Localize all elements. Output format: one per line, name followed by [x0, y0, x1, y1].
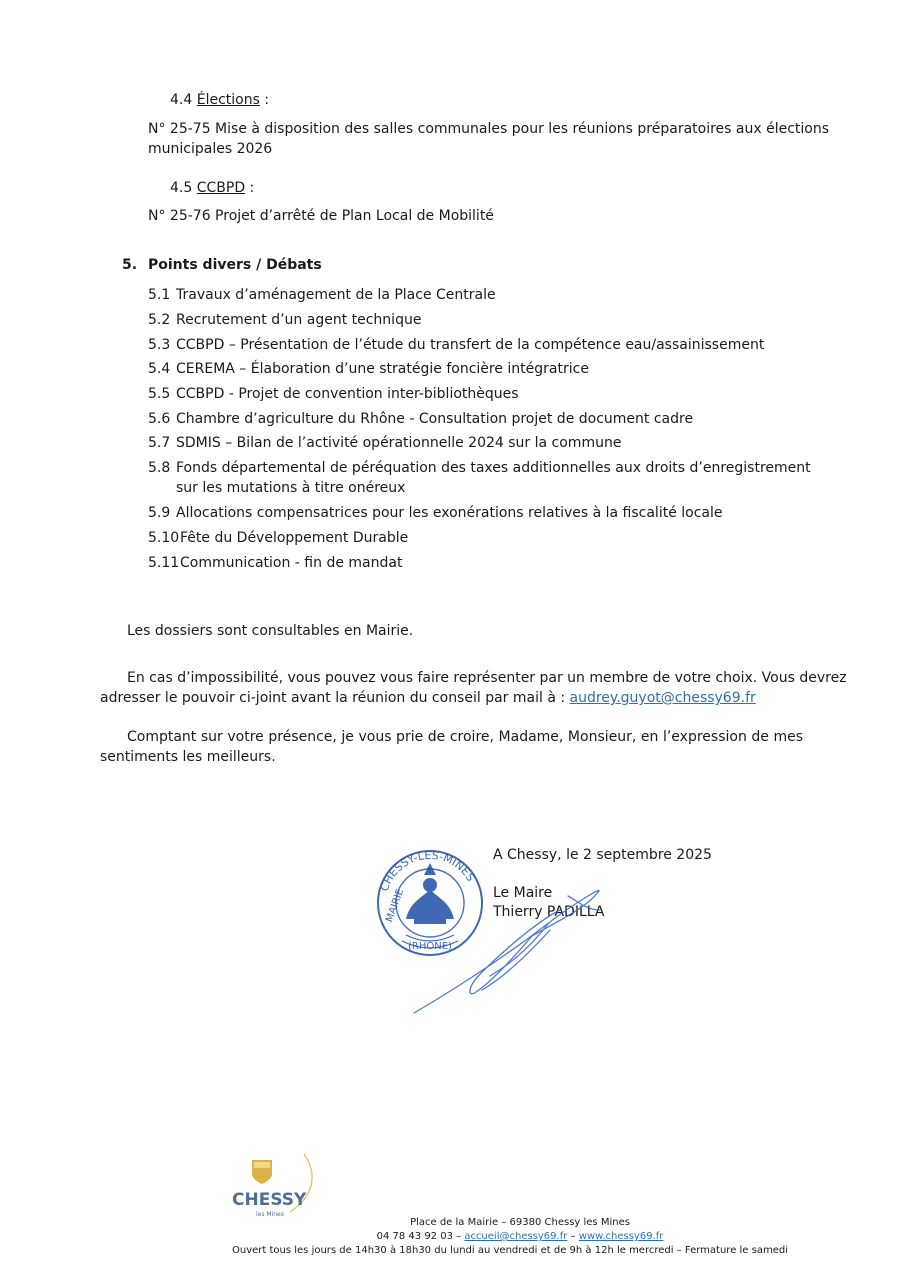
point-number: 5.8: [148, 460, 171, 476]
comptant-line-1: Comptant sur votre présence, je vous prie de croire, Madame, Monsieur, en l’expression de mes: [127, 729, 803, 745]
footer-contact: [150, 1230, 890, 1243]
point-text: Allocations compensatrices pour les exonérations relatives à la fiscalité locale: [176, 505, 723, 521]
place-date: A Chessy, le 2 septembre 2025: [493, 847, 712, 863]
footer-address: Place de la Mairie – 69380 Chessy les Mines: [410, 1217, 630, 1228]
point-number: 5.1: [148, 287, 171, 303]
section-title: Élections: [196, 92, 260, 108]
dossiers-text: Les dossiers sont consultables en Mairie.: [127, 623, 414, 639]
point-text: SDMIS – Bilan de l’activité opérationnelle 2024 sur la commune: [176, 435, 622, 451]
section-suffix: :: [245, 180, 255, 196]
seal-text-bottom: (RHONE): [408, 941, 452, 952]
point-text: Fonds départemental de péréquation des taxes additionnelles aux droits d’enregistrement: [176, 460, 811, 476]
section-number: 4.4: [170, 92, 193, 108]
chessy-logo: [226, 1150, 318, 1218]
section-4-4-heading: [170, 90, 269, 110]
seal-text-top: CHESSY-LES-MINES: [377, 848, 478, 894]
point-number: 5.9: [148, 505, 171, 521]
section-number: 5.: [122, 257, 138, 273]
point-item: [148, 528, 408, 548]
section-5-heading: [122, 255, 322, 275]
point-item: [148, 359, 589, 379]
handwritten-signature: [410, 880, 610, 1020]
logo-subtitle: les Mines: [256, 1211, 284, 1218]
deliberation-25-75-continued: municipales 2026: [148, 141, 273, 157]
point-number: 5.3: [148, 337, 171, 353]
section-4-5-heading: [170, 178, 254, 198]
point-number: 5.2: [148, 312, 171, 328]
point-text: Fête du Développement Durable: [180, 530, 409, 546]
section-suffix: :: [259, 92, 270, 108]
point-item: [148, 553, 402, 573]
impossibilite-line-2: [100, 688, 756, 708]
footer-email-link[interactable]: accueil@chessy69.fr: [464, 1231, 568, 1242]
point-text-continued: sur les mutations à titre onéreux: [176, 480, 406, 496]
impossibilite-text: adresser le pouvoir ci-joint avant la réunion du conseil par mail à :: [100, 690, 570, 706]
point-item: [148, 409, 693, 429]
point-text: Recrutement d’un agent technique: [176, 312, 422, 328]
section-number: 4.5: [170, 180, 193, 196]
footer-phone: 04 78 43 92 03 –: [376, 1231, 465, 1242]
point-text: CCBPD - Projet de convention inter-bibliothèques: [176, 386, 519, 402]
logo-title: CHESSY: [232, 1190, 307, 1210]
section-title: CCBPD: [196, 180, 246, 196]
comptant-line-2: sentiments les meilleurs.: [100, 749, 276, 765]
seal-text-left: MAIRIE: [384, 887, 407, 924]
deliberation-25-75: N° 25-75 Mise à disposition des salles communales pour les réunions préparatoires aux élections: [148, 121, 830, 137]
section-title: Points divers / Débats: [148, 257, 322, 273]
point-text: CCBPD – Présentation de l’étude du transfert de la compétence eau/assainissement: [176, 337, 765, 353]
point-number: 5.5: [148, 386, 171, 402]
point-text: Communication - fin de mandat: [180, 555, 403, 571]
point-text: CEREMA – Élaboration d’une stratégie foncière intégratrice: [176, 361, 589, 377]
signatory-role: Le Maire: [493, 885, 553, 901]
point-text: Chambre d’agriculture du Rhône - Consultation projet de document cadre: [176, 411, 694, 427]
point-item: [148, 310, 421, 330]
point-item: [148, 285, 496, 305]
point-number: 5.10: [148, 530, 180, 546]
footer-website-link[interactable]: www.chessy69.fr: [578, 1231, 664, 1242]
footer-separator: –: [567, 1231, 579, 1242]
point-item: [148, 458, 811, 478]
point-number: 5.7: [148, 435, 171, 451]
point-item: [148, 503, 723, 523]
signatory-name: Thierry PADILLA: [493, 904, 605, 920]
point-number: 5.4: [148, 361, 171, 377]
footer-hours: Ouvert tous les jours de 14h30 à 18h30 du lundi au vendredi et de 9h à 12h le mercredi – Fermature le samedi: [232, 1245, 788, 1256]
logo-crest-icon: [252, 1160, 272, 1184]
email-link[interactable]: audrey.guyot@chessy69.fr: [569, 690, 756, 706]
impossibilite-line-1: En cas d’impossibilité, vous pouvez vous faire représenter par un membre de votre choix. Vous devrez: [127, 670, 847, 686]
deliberation-25-76: N° 25-76 Projet d’arrêté de Plan Local de Mobilité: [148, 208, 494, 224]
point-number: 5.6: [148, 411, 171, 427]
point-item: [148, 384, 519, 404]
point-text: Travaux d’aménagement de la Place Centrale: [176, 287, 496, 303]
point-number: 5.11: [148, 555, 180, 571]
point-item: [148, 335, 764, 355]
point-item: [148, 433, 621, 453]
